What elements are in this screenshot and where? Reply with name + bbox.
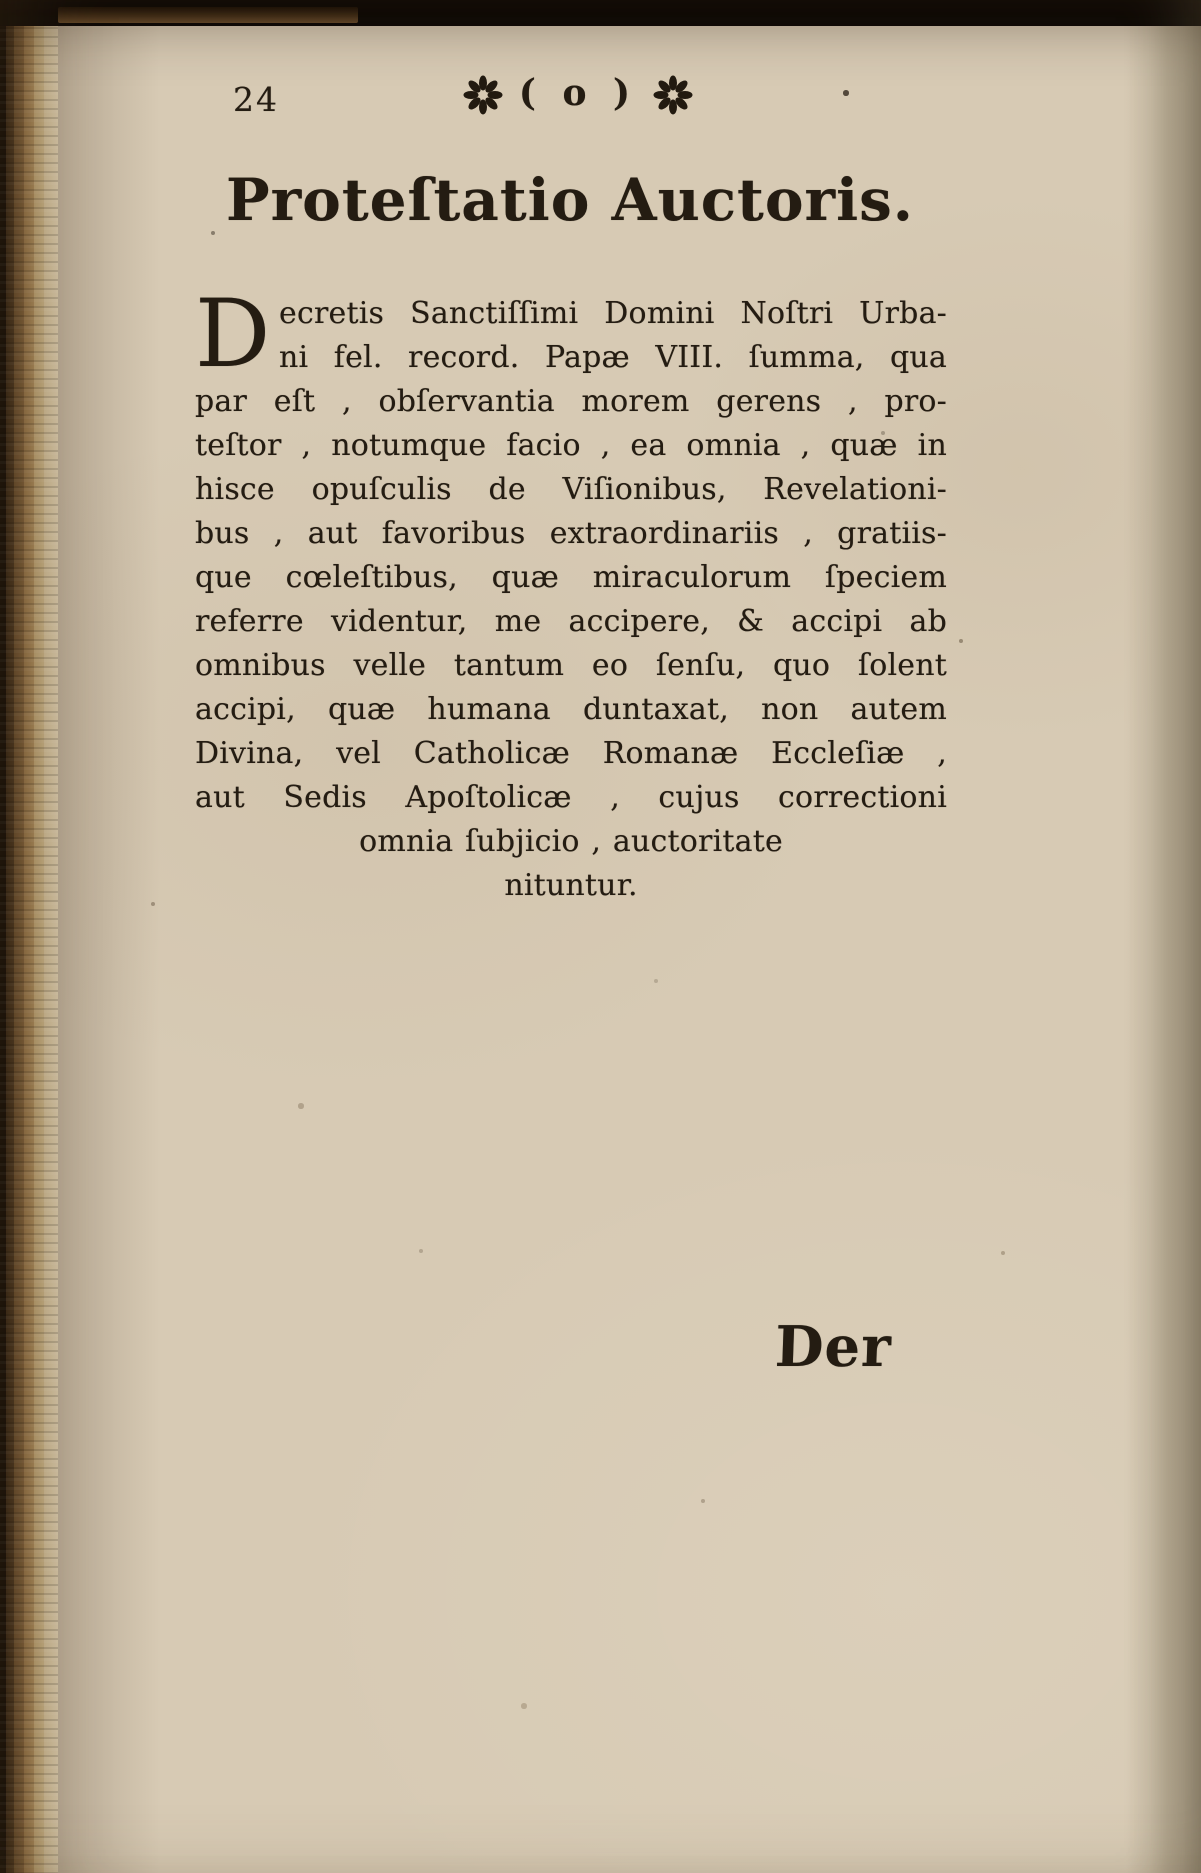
body-paragraph — [195, 280, 947, 908]
body-line: bus , aut favoribus extraordinariis , gratiis- — [195, 516, 947, 551]
body-line: ecretis Sanctiſſimi Domini Noſtri Urba- — [279, 296, 947, 331]
body-line: omnia ſubjicio , auctoritate — [359, 824, 783, 859]
body-line: Divina, vel Catholicæ Romanæ Eccleſiæ , — [195, 736, 947, 771]
body-line: omnibus velle tantum eo ſenſu, quo ſolent — [195, 648, 947, 683]
catchword: Der — [773, 1314, 893, 1380]
ornament-text: ( o ) — [518, 72, 638, 114]
body-line: teſtor , notumque facio , ea omnia , quæ in — [195, 428, 947, 463]
page-title: Proteſtatio Auctoris. — [226, 166, 914, 234]
page-header — [195, 74, 961, 124]
page-number: 24 — [233, 80, 279, 119]
body-line: nituntur. — [504, 868, 638, 903]
body-line: ni fel. record. Papæ VIII. ſumma, qua — [279, 340, 947, 375]
body-line: que cœleſtibus, quæ miraculorum ſpeciem — [195, 560, 947, 595]
dropcap-initial: D — [195, 280, 271, 389]
header-ornament — [195, 74, 961, 116]
body-line: accipi, quæ humana duntaxat, non autem — [195, 692, 947, 727]
body-line: par eſt , obſervantia morem gerens , pro- — [195, 384, 947, 419]
body-line: referre videntur, me accipere, & accipi ab — [195, 604, 947, 639]
floral-ornament-icon — [463, 75, 503, 115]
floral-ornament-icon — [653, 75, 693, 115]
body-line: aut Sedis Apoſtolicæ , cujus correctioni — [195, 780, 947, 815]
body-line: hisce opuſculis de Viſionibus, Revelationi- — [195, 472, 947, 507]
